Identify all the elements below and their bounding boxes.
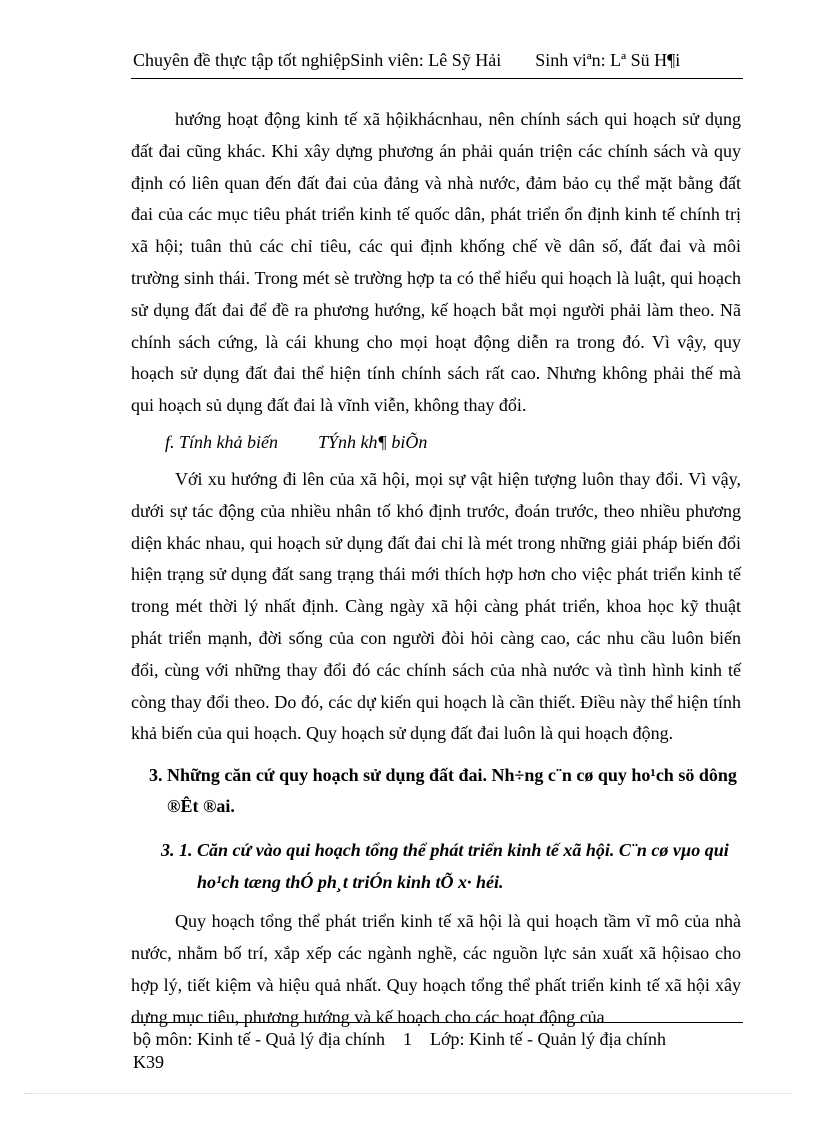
paragraph-2: Với xu hướng đi lên của xã hội, mọi sự vật hiện tượng luôn thay đổi. Vì vậy, dưới sự tác động của nhiều nhân tố khó định trước, đoán trước, theo nhiều phương diện khác nhau, qui hoạch sử dụng đất đai chỉ là mét trong những giải pháp biến đổi hiện trạng sử dụng đất sang trạng thái mới thích hợp hơn cho việc phát triển kinh tế trong mét thời lý nhất định. Càng ngày xã hội càng phát triển, khoa học kỹ thuật phát triển mạnh, đời sống của con người đòi hỏi càng cao, các nhu cầu luôn biến đổi, cùng với những thay đổi đó các chính sách của nhà nước và tình hình kinh tế còng thay đổi theo. Do đó, các dự kiến qui hoạch là cần thiết. Điều này thể hiện tính khả biến của qui hoạch. Quy hoạch sử dụng đất đai luôn là qui hoạch động. (131, 468, 741, 744)
page-header (133, 50, 743, 71)
footer-continuation-text: K39 (133, 1052, 164, 1072)
document-body (131, 104, 741, 1033)
footer-right-text: Lớp: Kinh tế - Quản lý địa chính (429, 1029, 666, 1049)
header-divider (131, 78, 743, 79)
header-right-text: Sinh viªn: Lª Sü H¶i (535, 50, 681, 70)
heading-f-text: f. Tính khả biến (165, 431, 278, 452)
paragraph-3: Quy hoạch tổng thể phát triển kinh tế xã hội là qui hoạch tầm vĩ mô của nhà nước, nhằm bố trí, xắp xếp các ngành nghề, các nguồn lực sản xuất xã hộisao cho hợp lý, tiết kiệm và hiệu quả nhất. Quy hoạch tổng thể phất triển kinh tế xã hội xây dựng mục tiêu, phương hướng và kế hoạch cho các hoạt động của (131, 911, 741, 1027)
page-bottom-edge (24, 1093, 792, 1094)
header-left-text: Chuyên đề thực tập tốt nghiệpSinh viên: Lê Sỹ Hải (133, 50, 502, 70)
page-number: 1 (402, 1029, 412, 1049)
section-heading-3: 3. Những căn cứ quy hoạch sử dụng đất đai. Nh÷ng c¨n cø quy ho¹ch sö dông ®Êt ®ai. (149, 765, 737, 817)
section-heading-3-1: 3. 1. Căn cứ vào qui hoạch tổng thể phát triển kinh tế xã hội. C¨n cø vµo qui ho¹ch tæng thÓ ph¸t triÓn kinh tÕ x· héi. (161, 840, 729, 893)
paragraph-1: hướng hoạt động kinh tế xã hộikhácnhau, nên chính sách qui hoạch sử dụng đất đai cũng khác. Khi xây dựng phương án phải quán triện các chính sách và quy định có liên quan đến đất đai của đảng và nhà nước, đảm bảo cụ thể mặt bằng đất đai của các mục tiêu phát triển kinh tế quốc dân, phát triển ổn định kinh tế chính trị xã hội; tuân thủ các chỉ tiêu, các qui định khống chế về dân số, đất đai và môi trường sinh thái. Trong mét sè trường hợp ta có thể hiểu qui hoạch là luật, qui hoạch sử dụng đất đai để đề ra phương hướng, kế hoạch bắt mọi người phải làm theo. Nã chính sách cứng, là cái khung cho mọi hoạt động diễn ra trong đó. Vì vậy, quy hoạch sử dụng đất đai thể hiện tính chính sách rất cao. Nhưng không phải thế mà qui hoạch sủ dụng đất đai là vĩnh viễn, không thay đổi. (131, 109, 741, 416)
footer-left-text: bộ môn: Kinh tế - Quả lý địa chính (133, 1029, 385, 1049)
heading-f-alt-text: TÝnh kh¶ biÕn (318, 431, 428, 452)
page-footer (133, 1028, 733, 1074)
footer-divider (131, 1022, 743, 1023)
section-heading-f (165, 426, 741, 458)
